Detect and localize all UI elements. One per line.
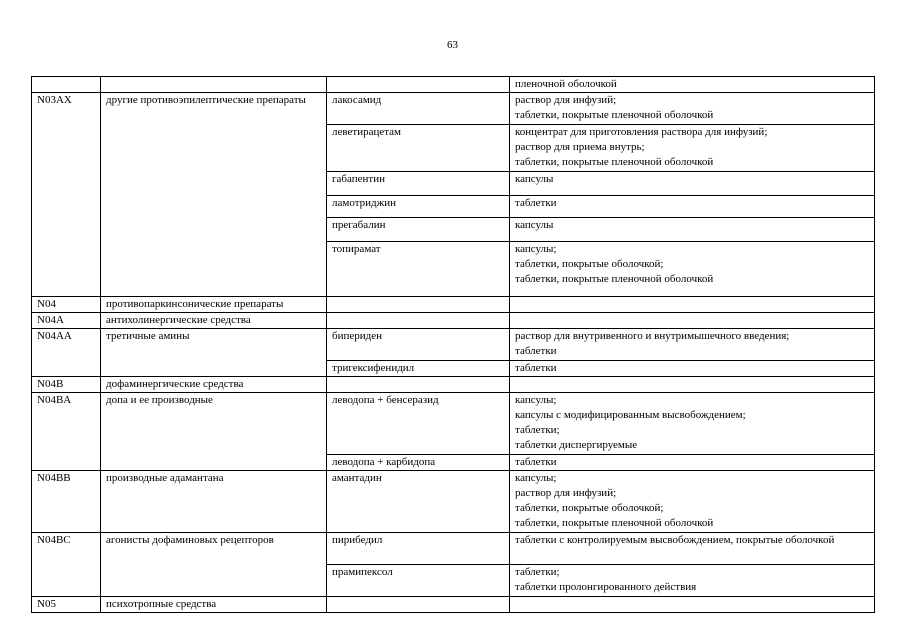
- group-name-cell: агонисты дофаминовых рецепторов: [101, 533, 327, 597]
- group-name-cell: антихолинергические средства: [101, 313, 327, 329]
- dosage-form: капсулы;: [515, 394, 557, 406]
- page-number: 63: [447, 39, 458, 51]
- drug-table: [31, 76, 875, 613]
- drug-name-cell: прамипексол: [327, 565, 510, 597]
- dosage-forms-cell: [510, 533, 875, 565]
- dosage-forms-cell: [510, 597, 875, 613]
- dosage-form: таблетки: [515, 345, 557, 357]
- dosage-forms-cell: [510, 172, 875, 196]
- atc-code-cell: N04AA: [32, 329, 101, 377]
- drug-name-cell: [327, 313, 510, 329]
- dosage-form: раствор для инфузий;: [515, 94, 617, 106]
- atc-code-cell: N04BA: [32, 393, 101, 471]
- dosage-forms-cell: [510, 93, 875, 125]
- dosage-forms-cell: [510, 242, 875, 297]
- dosage-form: раствор для приема внутрь;: [515, 141, 645, 153]
- atc-code-cell: N04BC: [32, 533, 101, 597]
- dosage-form: таблетки, покрытые пленочной оболочкой: [515, 517, 714, 529]
- table-row: [32, 393, 875, 455]
- table-row: [32, 77, 875, 93]
- table-row: [32, 329, 875, 361]
- atc-code-cell: N05: [32, 597, 101, 613]
- dosage-forms-cell: [510, 471, 875, 533]
- drug-name-cell: тригексифенидил: [327, 361, 510, 377]
- drug-name-cell: пирибедил: [327, 533, 510, 565]
- dosage-forms-cell: [510, 329, 875, 361]
- drug-name-cell: лакосамид: [327, 93, 510, 125]
- atc-code-cell: N04: [32, 297, 101, 313]
- group-name-cell: производные адамантана: [101, 471, 327, 533]
- atc-code-cell: N04BB: [32, 471, 101, 533]
- drug-name-cell: ламотриджин: [327, 196, 510, 218]
- dosage-forms-cell: [510, 377, 875, 393]
- dosage-form: пленочной оболочкой: [515, 78, 617, 90]
- dosage-form: таблетки: [515, 197, 557, 209]
- dosage-form: капсулы;: [515, 243, 557, 255]
- group-name-cell: психотропные средства: [101, 597, 327, 613]
- dosage-forms-cell: [510, 393, 875, 455]
- drug-name-cell: бипериден: [327, 329, 510, 361]
- drug-name-cell: габапентин: [327, 172, 510, 196]
- dosage-form: таблетки, покрытые оболочкой;: [515, 258, 664, 270]
- drug-name-cell: леводопа + карбидопа: [327, 455, 510, 471]
- dosage-form: раствор для инфузий;: [515, 487, 617, 499]
- drug-name-cell: леводопа + бенсеразид: [327, 393, 510, 455]
- drug-name-cell: [327, 77, 510, 93]
- table-row: [32, 297, 875, 313]
- table-row: [32, 533, 875, 565]
- group-name-cell: противопаркинсонические препараты: [101, 297, 327, 313]
- group-name-cell: допа и ее производные: [101, 393, 327, 471]
- table-row: [32, 597, 875, 613]
- dosage-form: капсулы;: [515, 472, 557, 484]
- table-row: [32, 313, 875, 329]
- drug-name-cell: амантадин: [327, 471, 510, 533]
- group-name-cell: [101, 77, 327, 93]
- drug-name-cell: прегабалин: [327, 218, 510, 242]
- dosage-forms-cell: [510, 297, 875, 313]
- dosage-form: таблетки пролонгированного действия: [515, 581, 697, 593]
- dosage-form: таблетки;: [515, 566, 560, 578]
- dosage-form: капсулы: [515, 173, 554, 185]
- dosage-form: таблетки, покрытые пленочной оболочкой: [515, 109, 714, 121]
- drug-name-cell: топирамат: [327, 242, 510, 297]
- dosage-form: капсулы с модифицированным высвобождением;: [515, 409, 746, 421]
- dosage-form: таблетки с контролируемым высвобождением, покрытые оболочкой: [515, 534, 835, 546]
- drug-name-cell: [327, 297, 510, 313]
- atc-code-cell: [32, 77, 101, 93]
- dosage-forms-cell: [510, 565, 875, 597]
- dosage-form: таблетки, покрытые оболочкой;: [515, 502, 664, 514]
- dosage-form: таблетки диспергируемые: [515, 439, 638, 451]
- table-row: [32, 471, 875, 533]
- dosage-form: таблетки, покрытые пленочной оболочкой: [515, 273, 714, 285]
- atc-code-cell: N04B: [32, 377, 101, 393]
- table-row: [32, 93, 875, 125]
- dosage-form: таблетки: [515, 362, 557, 374]
- dosage-forms-cell: [510, 313, 875, 329]
- dosage-forms-cell: [510, 196, 875, 218]
- dosage-forms-cell: [510, 77, 875, 93]
- group-name-cell: дофаминергические средства: [101, 377, 327, 393]
- dosage-forms-cell: [510, 361, 875, 377]
- atc-code-cell: N04A: [32, 313, 101, 329]
- dosage-forms-cell: [510, 218, 875, 242]
- dosage-form: таблетки, покрытые пленочной оболочкой: [515, 156, 714, 168]
- atc-code-cell: N03AX: [32, 93, 101, 297]
- dosage-form: таблетки: [515, 456, 557, 468]
- dosage-form: раствор для внутривенного и внутримышечного введения;: [515, 330, 790, 342]
- group-name-cell: третичные амины: [101, 329, 327, 377]
- table-row: [32, 377, 875, 393]
- drug-name-cell: леветирацетам: [327, 125, 510, 172]
- dosage-form: капсулы: [515, 219, 554, 231]
- dosage-form: концентрат для приготовления раствора для инфузий;: [515, 126, 768, 138]
- dosage-forms-cell: [510, 455, 875, 471]
- dosage-forms-cell: [510, 125, 875, 172]
- group-name-cell: другие противоэпилептические препараты: [101, 93, 327, 297]
- dosage-form: таблетки;: [515, 424, 560, 436]
- drug-name-cell: [327, 597, 510, 613]
- drug-name-cell: [327, 377, 510, 393]
